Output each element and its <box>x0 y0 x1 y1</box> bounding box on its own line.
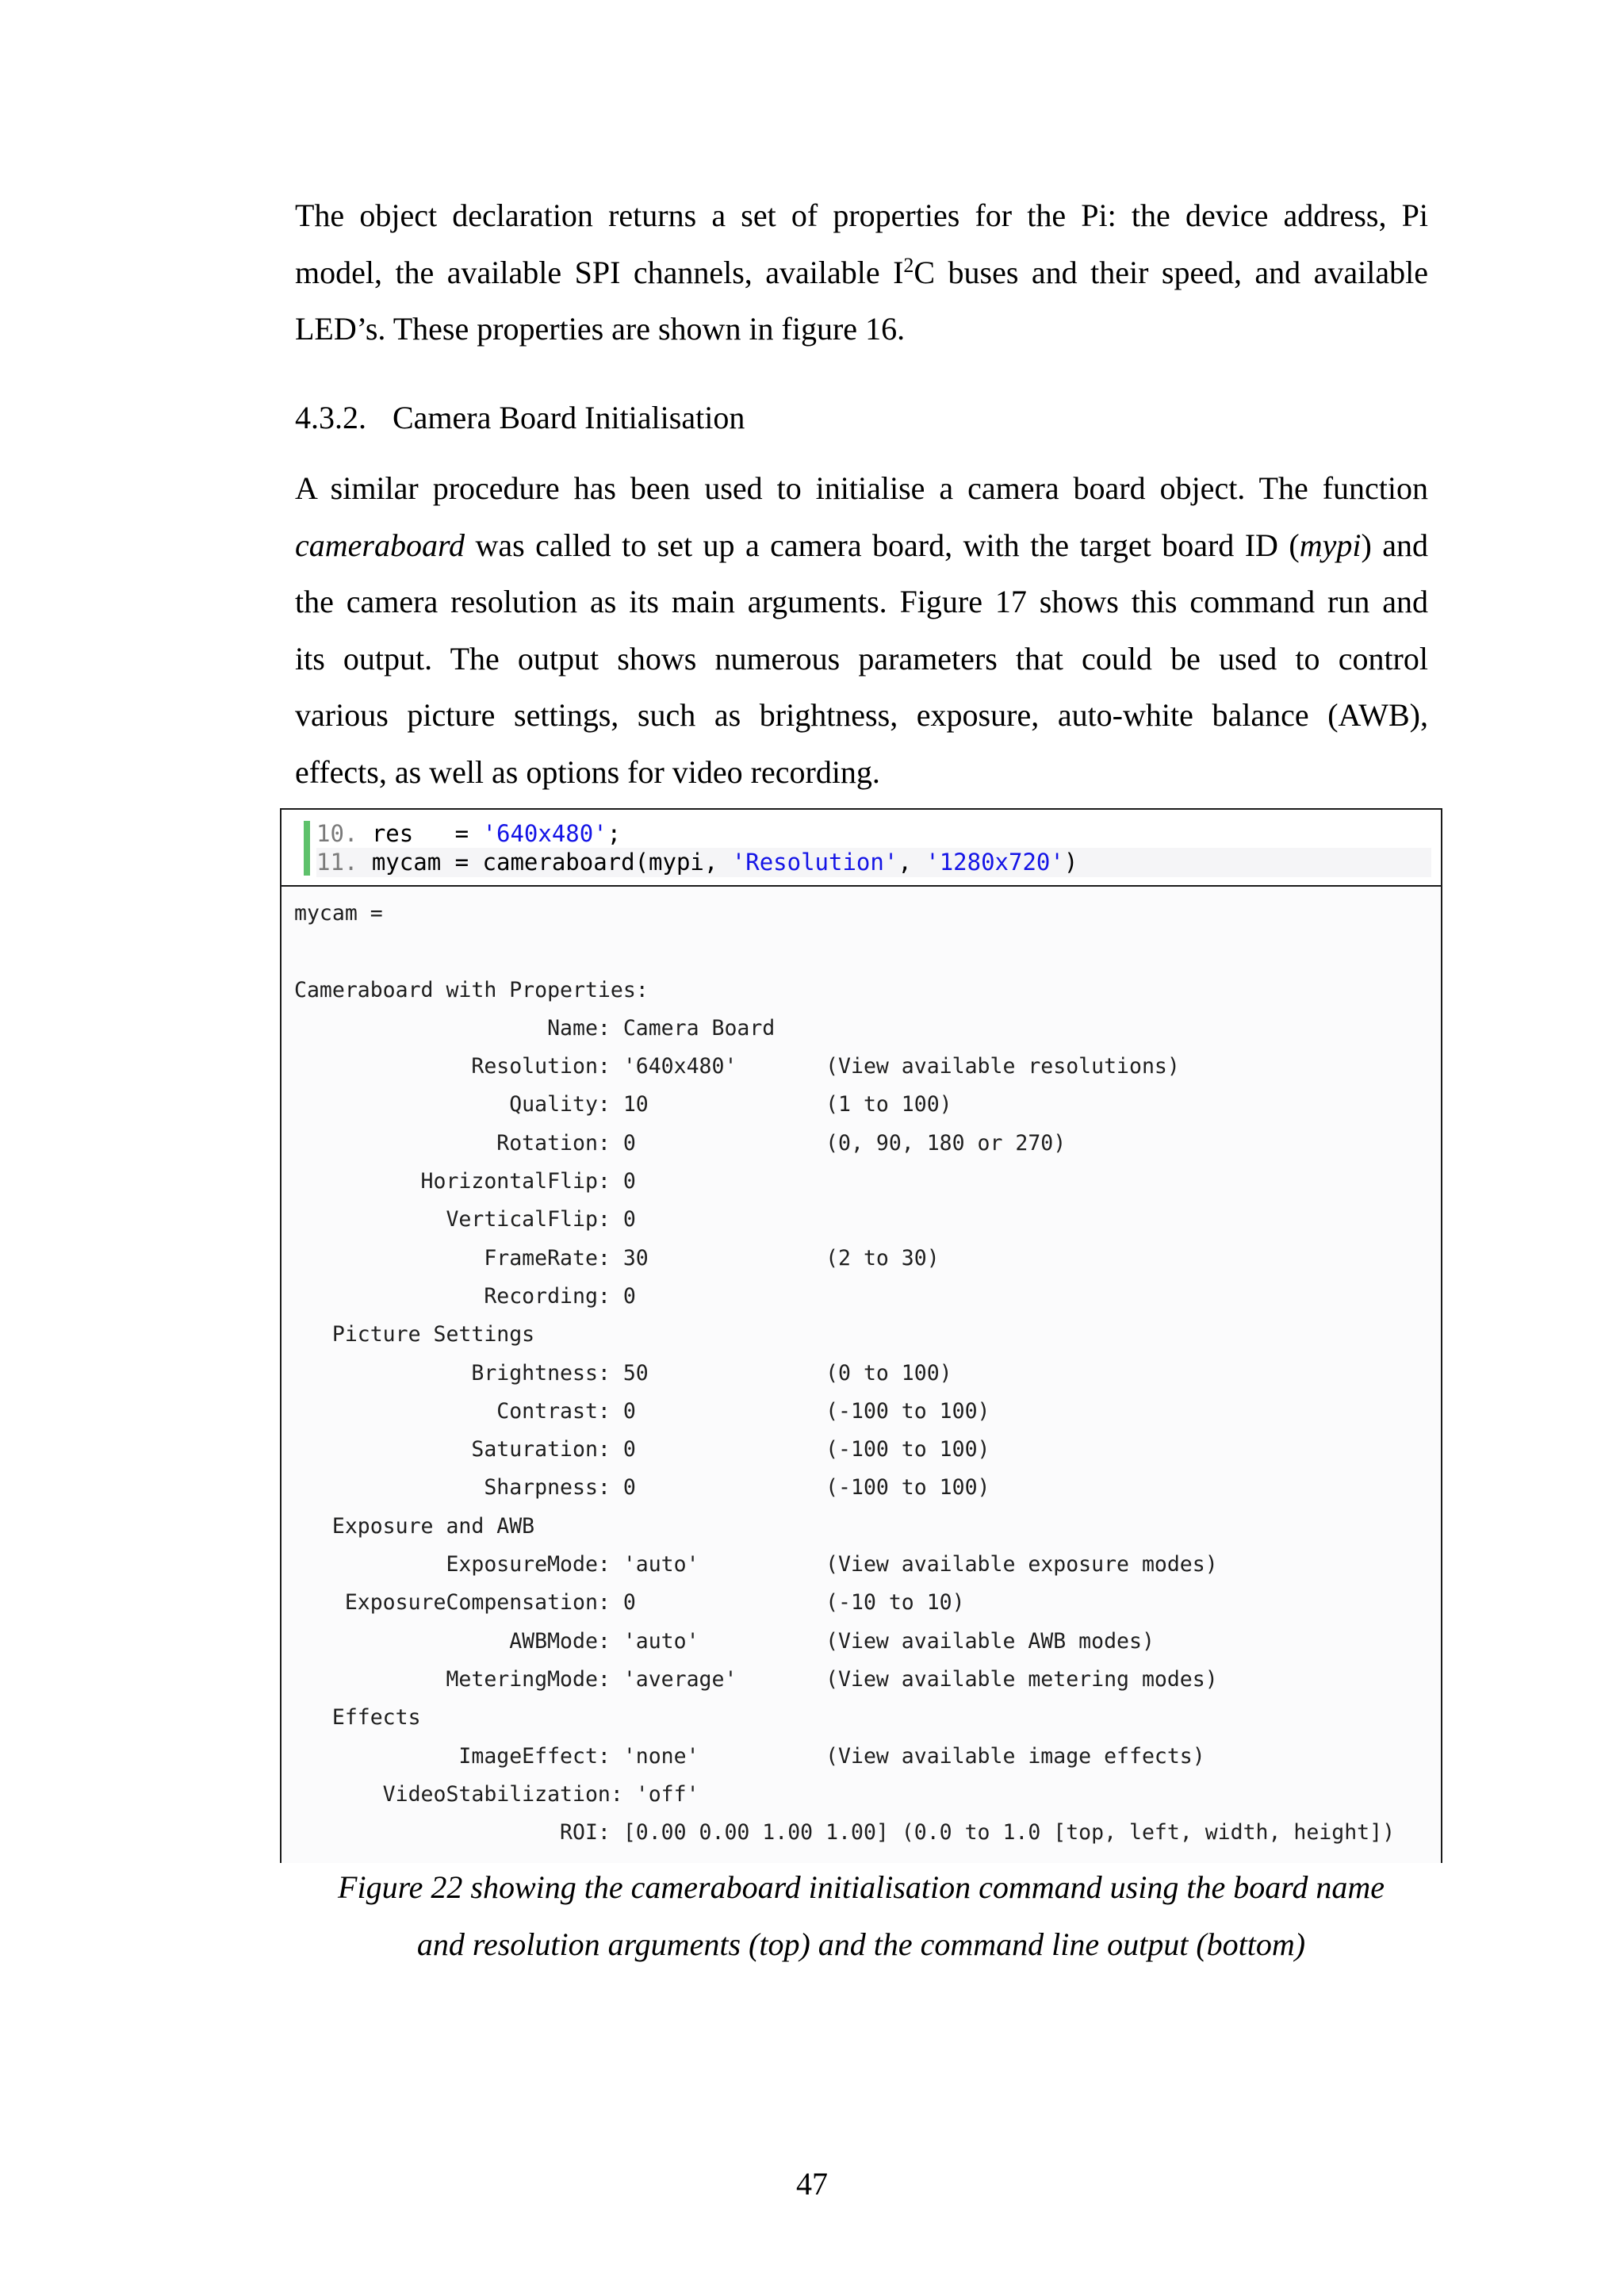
page-number: 47 <box>796 2166 828 2202</box>
code-block <box>282 810 1441 887</box>
command-output <box>282 887 1441 1863</box>
caption-line: and resolution arguments (top) and the command line output (bottom) <box>416 1926 1306 1962</box>
figure-caption <box>280 1859 1442 1973</box>
line-number: 10. <box>316 820 358 847</box>
output-line: Picture Settings <box>294 1322 535 1347</box>
paragraph-line: the camera resolution as its main arguments. Figure 17 shows this command run and <box>295 584 1428 619</box>
text-fragment: ) and <box>1361 527 1429 563</box>
output-line: ROI: [0.00 0.00 1.00 1.00] (0.0 to 1.0 [top, left, width, height]) <box>294 1820 1396 1846</box>
output-line: Recording: 0 <box>294 1283 636 1309</box>
paragraph-line: A similar procedure has been used to initialise a camera board object. The function <box>295 470 1428 506</box>
code-string: '1280x720' <box>925 849 1064 876</box>
code-line <box>316 848 1431 877</box>
output-line: Sharpness: 0 (-100 to 100) <box>294 1475 990 1501</box>
code-text: ; <box>607 820 622 847</box>
output-line: MeteringMode: 'average' (View available metering modes) <box>294 1666 1218 1692</box>
code-string: 'Resolution' <box>731 849 898 876</box>
caption-line: Figure 22 showing the cameraboard initialisation command using the board name <box>338 1869 1385 1905</box>
output-line: ExposureMode: 'auto' (View available exposure modes) <box>294 1552 1218 1577</box>
output-line: ExposureCompensation: 0 (-10 to 10) <box>294 1590 965 1616</box>
section-title: Camera Board Initialisation <box>393 400 745 435</box>
code-change-marker <box>304 821 310 876</box>
output-line: Effects <box>294 1705 421 1731</box>
code-text: mycam = cameraboard(mypi, <box>358 849 732 876</box>
output-line: Saturation: 0 (-100 to 100) <box>294 1437 990 1462</box>
output-line: mycam = <box>294 901 383 926</box>
output-line: ImageEffect: 'none' (View available image effects) <box>294 1743 1205 1769</box>
code-text: , <box>898 849 926 876</box>
figure-code-and-output <box>280 808 1442 1863</box>
code-text: res = <box>358 820 483 847</box>
code-string: '640x480' <box>482 820 607 847</box>
output-line <box>294 933 1441 971</box>
paragraph-line: its output. The output shows numerous parameters that could be used to control <box>295 640 1428 677</box>
paragraph-line: various picture settings, such as brightness, exposure, auto-white balance (AWB), <box>295 697 1428 733</box>
output-line: VideoStabilization: 'off' <box>294 1781 699 1807</box>
output-line: Brightness: 50 (0 to 100) <box>294 1360 952 1386</box>
italic-term: cameraboard <box>295 527 465 563</box>
paragraph-camera-board <box>295 460 1428 800</box>
output-line: Contrast: 0 (-100 to 100) <box>294 1398 990 1424</box>
line-number: 11. <box>316 849 358 876</box>
paragraph-device-properties <box>295 187 1428 358</box>
paragraph-line: LED’s. These properties are shown in figure 16. <box>295 311 906 347</box>
output-line: AWBMode: 'auto' (View available AWB modes) <box>294 1628 1155 1654</box>
output-line: HorizontalFlip: 0 <box>294 1169 636 1194</box>
superscript: 2 <box>903 253 914 277</box>
paragraph-line: effects, as well as options for video recording. <box>295 753 880 790</box>
text-fragment: C buses and their speed, and available <box>914 254 1428 290</box>
output-line: VerticalFlip: 0 <box>294 1207 636 1232</box>
paragraph-line: The object declaration returns a set of properties for the Pi: the device address, Pi <box>295 197 1428 233</box>
output-line: Quality: 10 (1 to 100) <box>294 1092 952 1117</box>
paragraph-line <box>295 517 1428 574</box>
italic-term: mypi <box>1299 527 1362 563</box>
text-fragment: model, the available SPI channels, available I <box>295 254 904 290</box>
output-line: FrameRate: 30 (2 to 30) <box>294 1245 940 1271</box>
output-line: Exposure and AWB <box>294 1513 535 1539</box>
section-heading <box>295 391 745 445</box>
code-line <box>316 819 621 849</box>
output-line: Name: Camera Board <box>294 1015 776 1041</box>
paragraph-line <box>295 244 1428 301</box>
text-fragment: was called to set up a camera board, with the target board ID ( <box>465 527 1300 563</box>
output-line: Resolution: '640x480' (View available resolutions) <box>294 1054 1180 1079</box>
section-number: 4.3.2. <box>295 400 366 435</box>
output-line: Rotation: 0 (0, 90, 180 or 270) <box>294 1130 1067 1156</box>
code-text: ) <box>1063 849 1078 876</box>
output-line: Cameraboard with Properties: <box>294 977 649 1002</box>
